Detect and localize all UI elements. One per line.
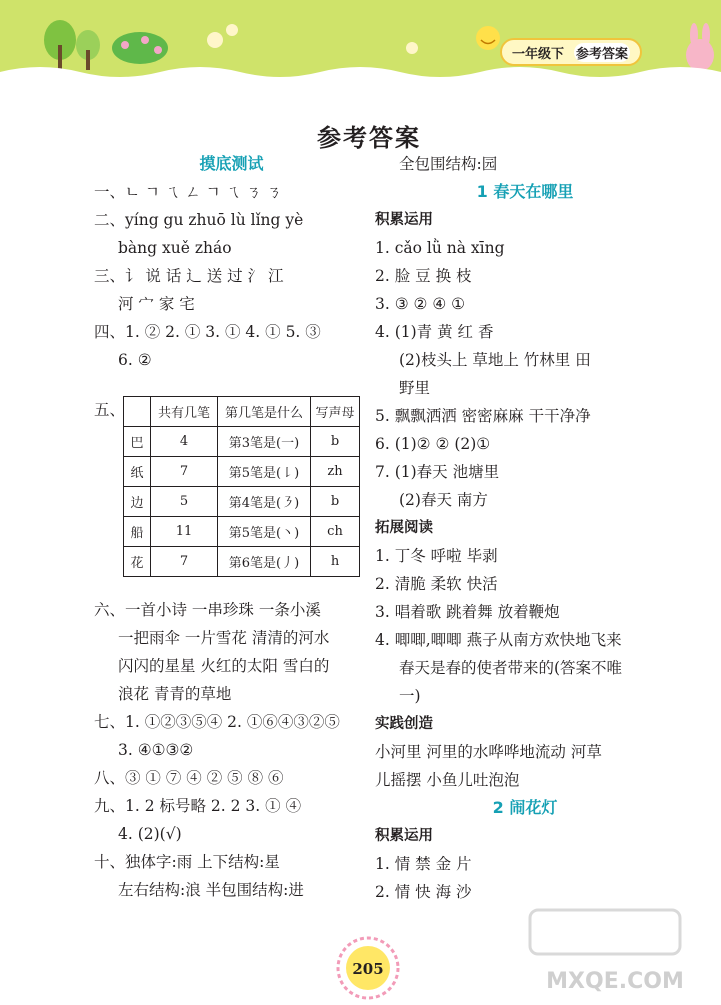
table-cell: 花 [124,547,151,577]
table-header-row [124,397,360,427]
table-label: 五、 [94,401,126,419]
answer-line: (2)春天 南方 [399,491,488,509]
table-cell: 第5笔是(丶) [218,517,311,547]
answer-line: 春天是春的使者带来的(答案不唯 [399,659,623,677]
table-row [124,457,360,487]
left-column [94,150,369,374]
answer-line: 四、1. ② 2. ① 3. ① 4. ① 5. ③ [94,323,321,341]
page-title: 参考答案 [317,123,421,152]
answer-line: 4. 唧唧,唧唧 燕子从南方欢快地飞来 [375,631,622,649]
right-column [375,150,675,906]
answer-line: 3. 唱着歌 跳着舞 放着鞭炮 [375,603,560,621]
answer-line: 全包围结构:园 [399,155,498,173]
section-title: 摸底测试 [199,154,264,173]
table-row [124,427,360,457]
table-cell: 第3笔是(一) [218,427,311,457]
answer-line: 左右结构:浪 半包围结构:进 [118,881,304,899]
stroke-table [123,396,360,577]
answer-line: bàng xuě zháo [118,239,232,257]
answer-line: 7. (1)春天 池塘里 [375,463,500,481]
subsection-title: 积累运用 [375,212,433,228]
answer-line: 6. ② [118,351,152,369]
answer-line: 十、独体字:雨 上下结构:星 [94,853,280,871]
answer-line: 三、讠 说 话 辶 送 过 氵 江 [94,267,284,285]
answer-line: 二、yíng gu zhuō lù lǐng yè [94,211,304,229]
left-column-lower [94,596,369,904]
answer-line: 儿摇摆 小鱼儿吐泡泡 [375,771,520,789]
answer-line: 1. cǎo lǜ nà xīng [375,239,505,257]
answer-line: 六、一首小诗 一串珍珠 一条小溪 [94,601,321,619]
table-cell: 11 [151,517,218,547]
table-cell: 巴 [124,427,151,457]
answer-line: 1. 丁冬 呼啦 毕剥 [375,547,498,565]
answer-line: 野里 [399,379,431,397]
grade-tag [500,38,642,66]
header-banner [0,0,721,78]
answer-line: 小河里 河里的水哗哗地流动 河草 [375,743,602,761]
table-cell: b [311,427,360,457]
unit-title: 1 春天在哪里 [476,182,574,201]
table-cell: 纸 [124,457,151,487]
table-row [124,487,360,517]
site-watermark [520,900,710,995]
table-cell: 第6笔是(丿) [218,547,311,577]
table-cell: 船 [124,517,151,547]
answer-line: 3. ③ ② ④ ① [375,295,466,313]
table-cell: 第4笔是(㇋) [218,487,311,517]
table-cell: 第5笔是(㇙) [218,457,311,487]
table-cell: 5 [151,487,218,517]
table-cell: b [311,487,360,517]
table-cell: 边 [124,487,151,517]
table-cell: h [311,547,360,577]
table-cell: 4 [151,427,218,457]
table-header-cell: 共有几笔 [151,397,218,427]
unit-title: 2 闹花灯 [492,798,558,817]
page-number: 205 [352,960,384,978]
answer-line: 九、1. 2 标号略 2. 2 3. ① ④ [94,797,302,815]
answer-line: (2)枝头上 草地上 竹林里 田 [399,351,591,369]
answer-tag-label: 参考答案 [574,43,630,62]
table-cell: zh [311,457,360,487]
answer-line: 一) [399,687,421,705]
answer-line: 2. 情 快 海 沙 [375,883,472,901]
answer-line: 八、③ ① ⑦ ④ ② ⑤ ⑧ ⑥ [94,769,284,787]
answer-line: 1. 情 禁 金 片 [375,855,472,873]
answer-line: 闪闪的星星 火红的太阳 雪白的 [118,657,330,675]
answer-line: 4. (2)(√) [118,825,182,843]
answer-line: 2. 脸 豆 换 枝 [375,267,472,285]
table-cell: 7 [151,547,218,577]
subsection-title: 实践创造 [375,716,433,732]
answer-line: 七、1. ①②③⑤④ 2. ①⑥④③②⑤ [94,713,340,731]
answer-line: 4. (1)青 黄 红 香 [375,323,494,341]
table-header-cell [124,397,151,427]
table-row [124,547,360,577]
answer-line: 6. (1)② ② (2)① [375,435,491,453]
page-number-badge [335,935,401,1001]
table-cell: ch [311,517,360,547]
table-cell: 7 [151,457,218,487]
answer-line: 河 宀 家 宅 [118,295,195,313]
table-row [124,517,360,547]
answer-line: 一把雨伞 一片雪花 清清的河水 [118,629,330,647]
answer-line: 5. 飘飘洒洒 密密麻麻 干干净净 [375,407,591,425]
answer-line: 2. 清脆 柔软 快活 [375,575,498,593]
answer-line: 3. ④①③② [118,741,194,759]
answer-line: 一、ㄴ ㄱ ㄟ ㄥ ㄱ ㄟ ㄋ ㄋ [94,183,282,201]
watermark-text: MXQE.COM [546,969,684,994]
grade-label: 一年级下 [512,46,565,62]
table-header-cell: 第几笔是什么 [218,397,311,427]
table-header-cell: 写声母 [311,397,360,427]
subsection-title: 积累运用 [375,828,433,844]
answer-line: 浪花 青青的草地 [118,685,232,703]
subsection-title: 拓展阅读 [375,520,433,536]
